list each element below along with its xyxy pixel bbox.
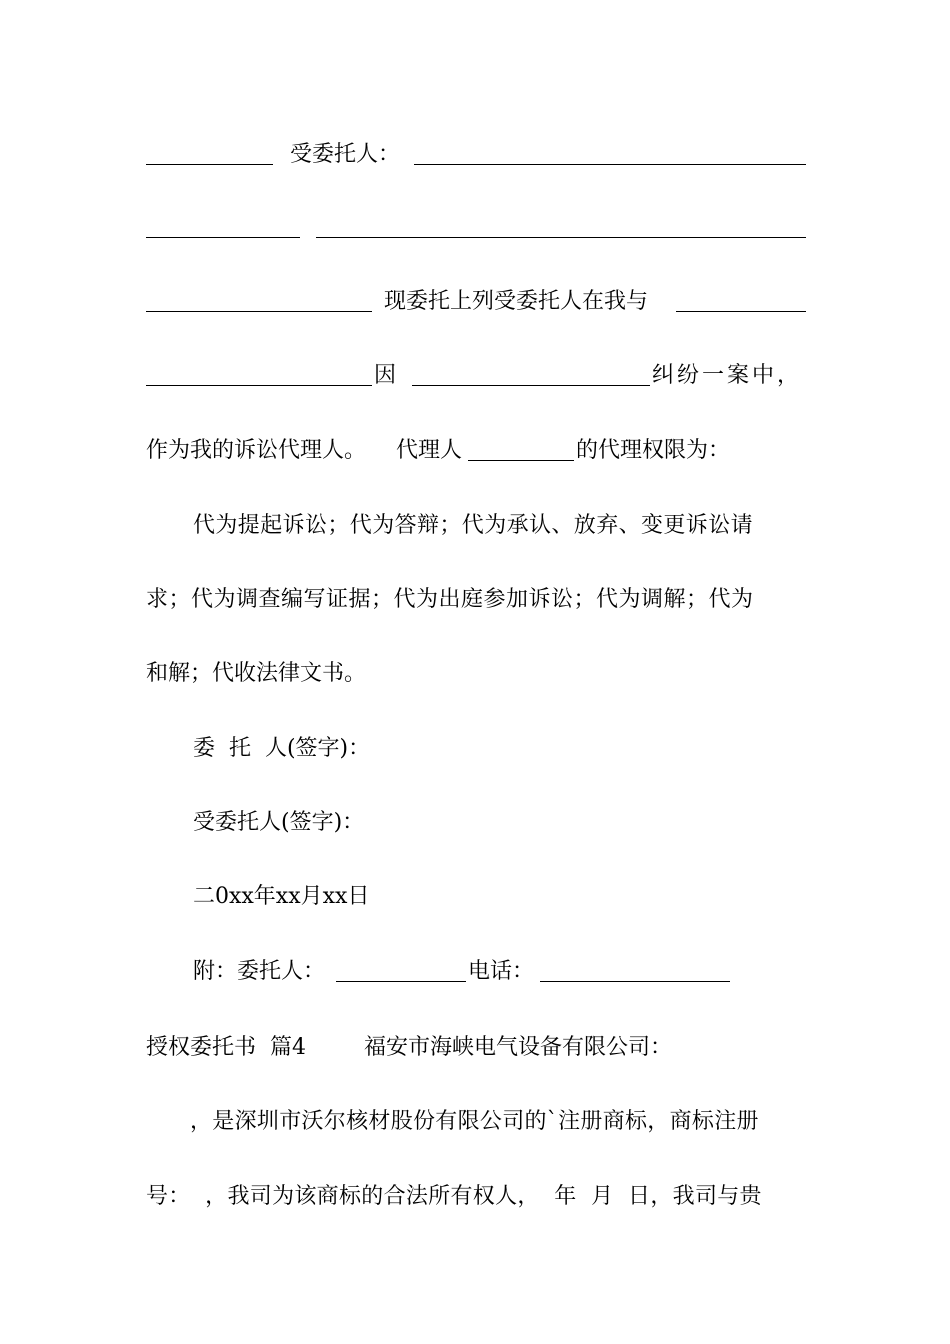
- blank-field: [468, 460, 574, 461]
- blank-field: [676, 311, 806, 312]
- section-body-line-1: ，是深圳市沃尔核材股份有限公司的`注册商标，商标注册: [190, 1109, 759, 1134]
- agent-signature: 受委托人(签字)：: [193, 810, 365, 835]
- entrust-line: [146, 287, 806, 317]
- blank-field: [146, 311, 372, 312]
- principal-agent-line: [146, 140, 806, 170]
- blank-field: [316, 237, 806, 238]
- section-heading: [146, 1033, 806, 1063]
- signature-date: 二0xx年xx月xx日: [193, 884, 370, 909]
- powers-line-3: 和解；代收法律文书。: [146, 661, 367, 686]
- blank-line: [146, 213, 806, 243]
- agent-authority-line: [146, 436, 806, 466]
- entrust-text: 现委托上列受委托人在我与: [384, 289, 649, 314]
- attachment-principal-label: 附：委托人：: [193, 959, 326, 984]
- powers-line-1: 代为提起诉讼；代为答辩；代为承认、放弃、变更诉讼请: [193, 513, 754, 538]
- blank-field: [412, 385, 650, 386]
- blank-field: [146, 385, 372, 386]
- blank-field: [540, 981, 730, 982]
- attachment-line: [146, 957, 806, 987]
- dispute-text: 纠纷一案中，: [652, 363, 803, 388]
- principal-signature: 委 托 人(签字)：: [193, 736, 371, 761]
- because-text: 因: [374, 363, 397, 388]
- litigation-agent-text: 作为我的诉讼代理人。: [146, 438, 367, 463]
- powers-line-2: 求；代为调查编写证据；代为出庭参加诉讼；代为调解；代为: [146, 587, 754, 612]
- dispute-line: [146, 361, 806, 391]
- agent-text: 代理人: [396, 438, 463, 463]
- blank-field: [414, 164, 806, 165]
- blank-field: [146, 164, 273, 165]
- blank-field: [336, 981, 466, 982]
- section-body-line-2: 号： ，我司为该商标的合法所有权人， 年 月 日，我司与贵: [146, 1184, 762, 1209]
- addressee: 福安市海峡电气设备有限公司：: [364, 1035, 673, 1060]
- blank-field: [146, 237, 300, 238]
- authority-text: 的代理权限为：: [576, 438, 731, 463]
- phone-label: 电话：: [468, 959, 535, 984]
- section-title: 授权委托书 篇4: [146, 1035, 306, 1060]
- agent-label: 受委托人：: [290, 142, 401, 167]
